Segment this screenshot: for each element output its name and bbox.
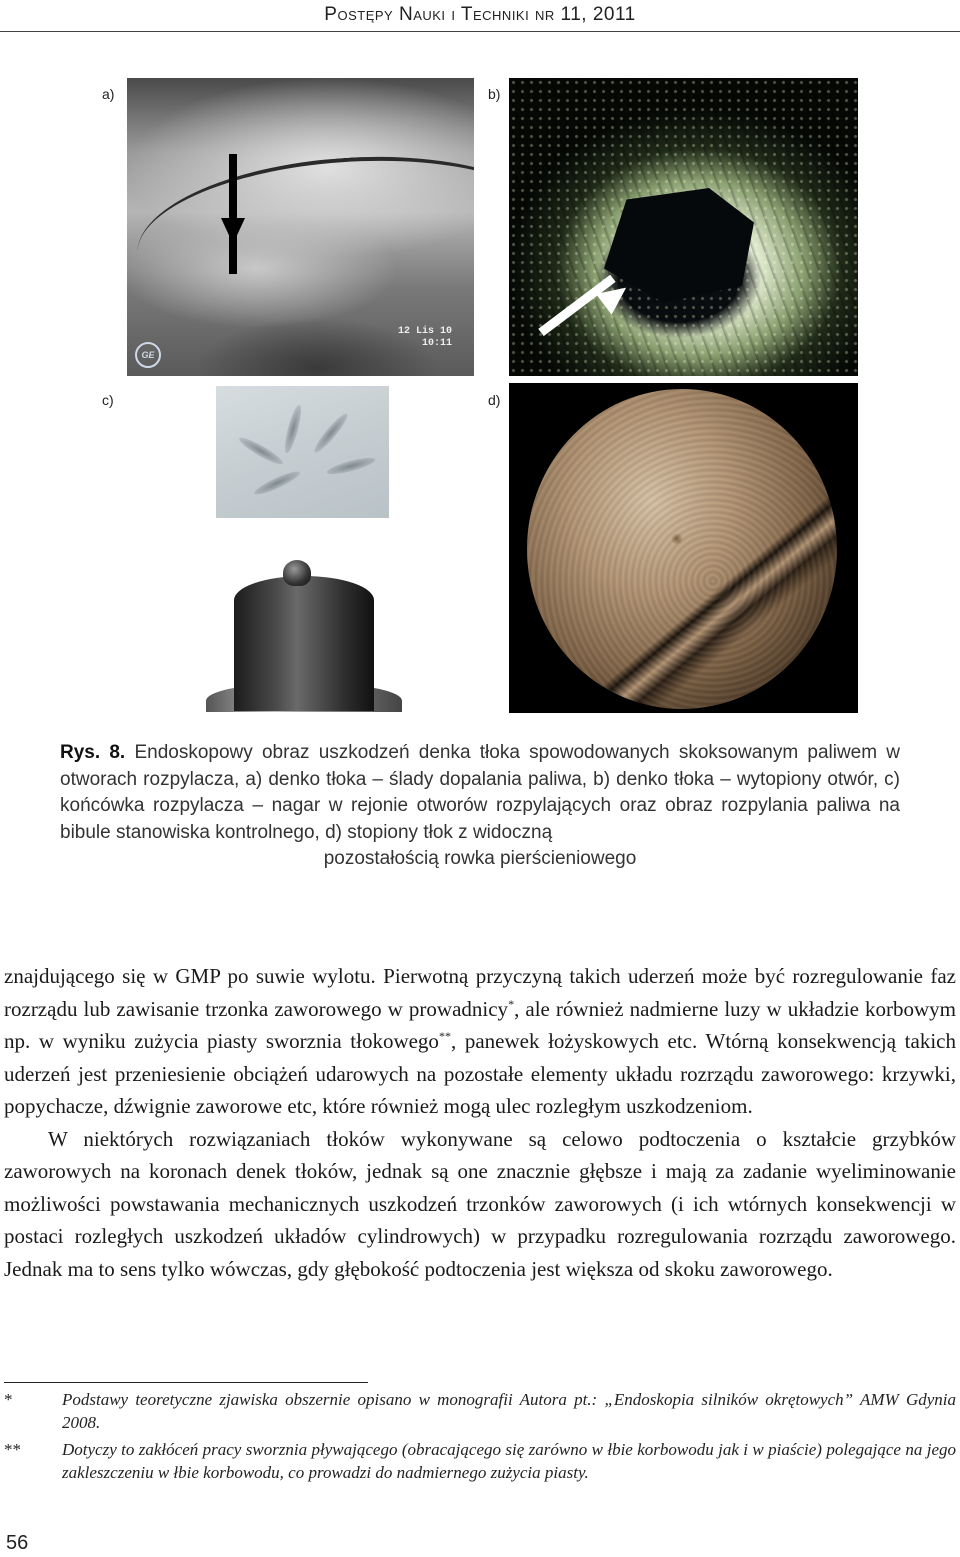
footnote-rule bbox=[4, 1382, 368, 1383]
nozzle-tip bbox=[283, 560, 311, 586]
footnote-mark-1: * bbox=[4, 1390, 13, 1409]
header-rule bbox=[0, 31, 960, 32]
footnote-ref-1[interactable]: * bbox=[508, 996, 515, 1011]
nozzle-body bbox=[234, 576, 374, 711]
photo-melted-hole-b bbox=[509, 78, 858, 376]
photo-time: 10:11 bbox=[421, 338, 452, 349]
footnote-1 bbox=[4, 1388, 956, 1434]
panel-label-b: b) bbox=[488, 86, 501, 102]
photo-spray-pattern-c bbox=[216, 386, 389, 518]
ge-logo: GE bbox=[135, 342, 161, 368]
photo-piston-crown-a bbox=[127, 78, 474, 376]
spray-streak bbox=[237, 434, 285, 468]
photo-date: 12 Lis 10 bbox=[397, 326, 452, 337]
spray-streak bbox=[326, 455, 377, 478]
running-header: Postępy Nauki i Techniki nr 11, 2011 bbox=[324, 4, 636, 25]
panel-label-a: a) bbox=[102, 86, 115, 102]
figure-caption bbox=[60, 740, 900, 873]
spray-streak bbox=[252, 468, 302, 498]
caption-last-line: pozostałością rowka pierścieniowego bbox=[323, 848, 637, 869]
paragraph-1-part-a: znajdującego się w GMP po suwie wylotu. Pierwotną przyczyną takich uderzeń może być rozregulowanie faz rozrządu lub zawisanie trzonka zaworowego w prowadnicy bbox=[4, 964, 956, 1021]
photo-timestamp bbox=[398, 326, 452, 350]
caption-text: Endoskopowy obraz uszkodzeń denka tłoka spowodowanych skoksowanym paliwem w otworach rozpylacza, a) denko tłoka – ślady dopalania paliwa, b) denko tłoka – wytopiony otwór, c) końcówka rozpylacza – nagar w rejonie otworów rozpylających oraz obraz rozpylania paliwa na bibule stanowiska kontrolnego, d) stopiony tłok z widoczną bbox=[60, 742, 901, 843]
footnotes bbox=[4, 1388, 956, 1488]
caption-prefix: Rys. 8. bbox=[60, 742, 126, 763]
footnote-2 bbox=[4, 1438, 956, 1484]
paragraph-1 bbox=[4, 960, 956, 1123]
photo-melted-piston-d bbox=[509, 383, 858, 713]
footnote-text-2: Dotyczy to zakłóceń pracy sworznia pływającego (obracającego się zarówno w łbie korbowodu jak i w piaście) polegające na jego zakleszczeniu w łbie korbowodu, co prowadzi do nadmiernego zużycia piasty. bbox=[62, 1440, 956, 1482]
crown-edge-arc bbox=[132, 144, 474, 337]
panel-label-c: c) bbox=[102, 392, 114, 408]
body-text bbox=[4, 960, 956, 1285]
panel-label-d: d) bbox=[488, 392, 501, 408]
footnote-ref-2[interactable]: ** bbox=[438, 1029, 451, 1043]
arrow-head bbox=[221, 218, 245, 244]
paragraph-1-part-c: , panewek łożyskowych etc. Wtórną konsekwencją takich uderzeń jest przeniesienie obciążeń udarowych na pozostałe elementy układu rozrządu zaworowego: krzywki, popychacze, dźwignie zaworowe etc, które również mogą ulec rozległym uszkodzeniom. bbox=[4, 1029, 956, 1118]
arrow-indicator bbox=[229, 154, 237, 274]
spray-streak bbox=[311, 411, 351, 456]
photo-texture bbox=[527, 389, 837, 709]
paragraph-2: W niektórych rozwiązaniach tłoków wykonywane są celowo podtoczenia o kształcie grzybków zaworowych na koronach denek tłoków, jednak są one znacznie głębsze i mają za zadanie wyeliminowanie możliwości powstawania mechanicznych uszkodzeń trzonków zaworowych (i ich wtórnych konsekwencji w postaci rozległych uszkodzeń układów cylindrowych) w przypadku rozregulowania rozrządu zaworowego. Jednak ma to sens tylko wówczas, gdy głębokość podtoczenia jest większa od skoku zaworowego. bbox=[4, 1126, 956, 1281]
footnote-text-1: Podstawy teoretyczne zjawiska obszernie opisano w monografii Autora pt.: „Endoskopia silników okrętowych” AMW Gdynia 2008. bbox=[62, 1390, 956, 1432]
spray-streak bbox=[282, 404, 305, 455]
footnote-mark-2: ** bbox=[4, 1440, 21, 1459]
photo-nozzle-tip-c bbox=[200, 552, 403, 712]
page-number: 56 bbox=[6, 1532, 29, 1554]
paragraph-1-part-b: , ale również nadmierne luzy w układzie korbowym np. w wyniku zużycia piasty sworznia tłokowego bbox=[4, 996, 956, 1053]
